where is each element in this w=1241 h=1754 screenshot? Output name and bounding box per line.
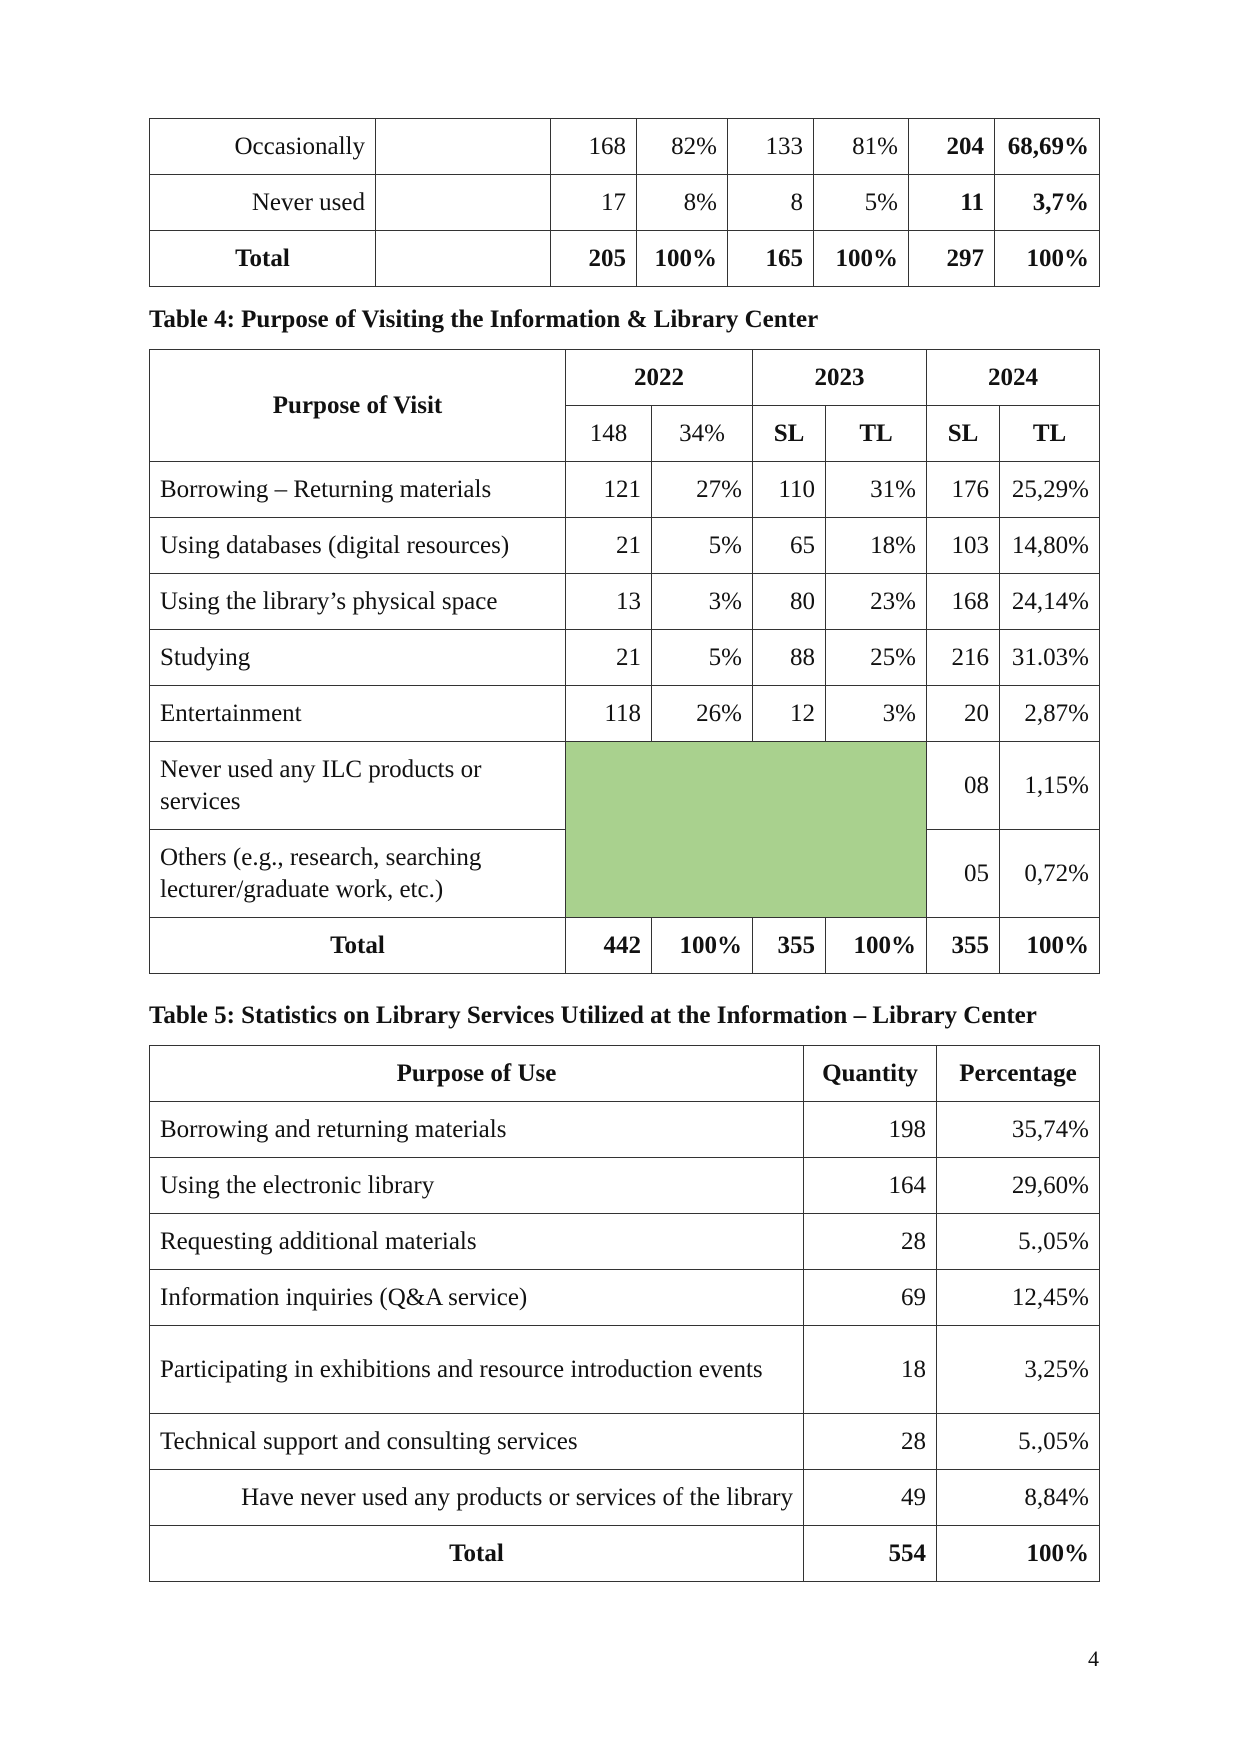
percentage-header: Percentage xyxy=(937,1046,1100,1102)
cell: 18 xyxy=(804,1326,937,1414)
cell: 0,72% xyxy=(1000,830,1100,918)
cell: 25,29% xyxy=(1000,462,1100,518)
cell: 25% xyxy=(826,630,927,686)
cell: 69 xyxy=(804,1270,937,1326)
row-label: Never used any ILC products or services xyxy=(150,742,566,830)
cell: 3% xyxy=(652,574,753,630)
table-row xyxy=(150,1470,1100,1526)
row-label: Borrowing – Returning materials xyxy=(150,462,566,518)
cell: 110 xyxy=(753,462,826,518)
cell: 8 xyxy=(728,175,814,231)
cell: 65 xyxy=(753,518,826,574)
year-header-2022: 2022 xyxy=(566,350,753,406)
cell: 68,69% xyxy=(995,119,1100,175)
cell: 164 xyxy=(804,1158,937,1214)
cell: 31.03% xyxy=(1000,630,1100,686)
table-header-row xyxy=(150,1046,1100,1102)
table-row xyxy=(150,119,1100,175)
row-label: Borrowing and returning materials xyxy=(150,1102,804,1158)
table-row xyxy=(150,1158,1100,1214)
highlight-block xyxy=(566,742,927,918)
quantity-header: Quantity xyxy=(804,1046,937,1102)
cell: 21 xyxy=(566,518,652,574)
row-label: Never used xyxy=(150,175,376,231)
row-label: Technical support and consulting services xyxy=(150,1414,804,1470)
table-row xyxy=(150,630,1100,686)
cell: 100% xyxy=(637,231,728,287)
blank-cell xyxy=(376,175,551,231)
cell: 204 xyxy=(909,119,995,175)
cell: 13 xyxy=(566,574,652,630)
blank-cell xyxy=(376,119,551,175)
row-label: Others (e.g., research, searching lecturer/graduate work, etc.) xyxy=(150,830,566,918)
cell: 297 xyxy=(909,231,995,287)
row-label: Studying xyxy=(150,630,566,686)
table-total-row xyxy=(150,918,1100,974)
cell: 31% xyxy=(826,462,927,518)
cell: 554 xyxy=(804,1526,937,1582)
cell: 5% xyxy=(652,630,753,686)
cell: 2,87% xyxy=(1000,686,1100,742)
table-total-row xyxy=(150,231,1100,287)
cell: 100% xyxy=(826,918,927,974)
cell: 355 xyxy=(927,918,1000,974)
table-row xyxy=(150,518,1100,574)
cell: 80 xyxy=(753,574,826,630)
purpose-header: Purpose of Visit xyxy=(150,350,566,462)
row-label: Have never used any products or services of the library xyxy=(150,1470,804,1526)
cell: 3,7% xyxy=(995,175,1100,231)
cell: 216 xyxy=(927,630,1000,686)
cell: 82% xyxy=(637,119,728,175)
cell: 3% xyxy=(826,686,927,742)
subheader: SL xyxy=(753,406,826,462)
table-header-row xyxy=(150,350,1100,406)
cell: 23% xyxy=(826,574,927,630)
table-5-caption: Table 5: Statistics on Library Services Utilized at the Information – Library Center xyxy=(149,1002,1037,1029)
cell: 205 xyxy=(551,231,637,287)
cell: 442 xyxy=(566,918,652,974)
row-label: Occasionally xyxy=(150,119,376,175)
cell: 18% xyxy=(826,518,927,574)
table-row xyxy=(150,1414,1100,1470)
year-header-2023: 2023 xyxy=(753,350,927,406)
table-row xyxy=(150,574,1100,630)
cell: 5.,05% xyxy=(937,1214,1100,1270)
row-label: Using the library’s physical space xyxy=(150,574,566,630)
cell: 168 xyxy=(927,574,1000,630)
cell: 21 xyxy=(566,630,652,686)
cell: 100% xyxy=(1000,918,1100,974)
cell: 168 xyxy=(551,119,637,175)
cell: 29,60% xyxy=(937,1158,1100,1214)
cell: 20 xyxy=(927,686,1000,742)
page-number: 4 xyxy=(1088,1646,1099,1671)
cell: 12,45% xyxy=(937,1270,1100,1326)
row-label: Entertainment xyxy=(150,686,566,742)
table-row xyxy=(150,1270,1100,1326)
cell: 1,15% xyxy=(1000,742,1100,830)
cell: 121 xyxy=(566,462,652,518)
table-row xyxy=(150,175,1100,231)
subheader: SL xyxy=(927,406,1000,462)
table-row xyxy=(150,1326,1100,1414)
cell: 8% xyxy=(637,175,728,231)
subheader: TL xyxy=(826,406,927,462)
cell: 198 xyxy=(804,1102,937,1158)
cell: 355 xyxy=(753,918,826,974)
cell: 165 xyxy=(728,231,814,287)
cell: 49 xyxy=(804,1470,937,1526)
row-label: Information inquiries (Q&A service) xyxy=(150,1270,804,1326)
cell: 08 xyxy=(927,742,1000,830)
row-label: Total xyxy=(150,231,376,287)
cell: 5% xyxy=(652,518,753,574)
table-total-row xyxy=(150,1526,1100,1582)
row-label: Requesting additional materials xyxy=(150,1214,804,1270)
cell: 35,74% xyxy=(937,1102,1100,1158)
cell: 100% xyxy=(995,231,1100,287)
cell: 100% xyxy=(937,1526,1100,1582)
cell: 27% xyxy=(652,462,753,518)
subheader: TL xyxy=(1000,406,1100,462)
cell: 28 xyxy=(804,1214,937,1270)
cell: 17 xyxy=(551,175,637,231)
table-4-caption: Table 4: Purpose of Visiting the Information & Library Center xyxy=(149,306,819,333)
table-3-continuation xyxy=(149,118,1100,287)
table-4 xyxy=(149,349,1100,974)
cell: 100% xyxy=(652,918,753,974)
cell: 11 xyxy=(909,175,995,231)
row-label: Using databases (digital resources) xyxy=(150,518,566,574)
subheader: 34% xyxy=(652,406,753,462)
cell: 118 xyxy=(566,686,652,742)
cell: 100% xyxy=(814,231,909,287)
blank-cell xyxy=(376,231,551,287)
row-label: Total xyxy=(150,918,566,974)
cell: 05 xyxy=(927,830,1000,918)
cell: 5% xyxy=(814,175,909,231)
row-label: Participating in exhibitions and resource introduction events xyxy=(150,1326,804,1414)
row-label: Using the electronic library xyxy=(150,1158,804,1214)
cell: 14,80% xyxy=(1000,518,1100,574)
cell: 3,25% xyxy=(937,1326,1100,1414)
cell: 24,14% xyxy=(1000,574,1100,630)
cell: 8,84% xyxy=(937,1470,1100,1526)
table-row xyxy=(150,462,1100,518)
cell: 88 xyxy=(753,630,826,686)
table-row xyxy=(150,686,1100,742)
year-header-2024: 2024 xyxy=(927,350,1100,406)
cell: 28 xyxy=(804,1414,937,1470)
cell: 133 xyxy=(728,119,814,175)
table-row xyxy=(150,1102,1100,1158)
cell: 12 xyxy=(753,686,826,742)
table-row xyxy=(150,1214,1100,1270)
row-label: Total xyxy=(150,1526,804,1582)
cell: 103 xyxy=(927,518,1000,574)
cell: 176 xyxy=(927,462,1000,518)
cell: 26% xyxy=(652,686,753,742)
table-5 xyxy=(149,1045,1100,1582)
table-row xyxy=(150,742,1100,830)
subheader: 148 xyxy=(566,406,652,462)
purpose-header: Purpose of Use xyxy=(150,1046,804,1102)
cell: 5.,05% xyxy=(937,1414,1100,1470)
cell: 81% xyxy=(814,119,909,175)
